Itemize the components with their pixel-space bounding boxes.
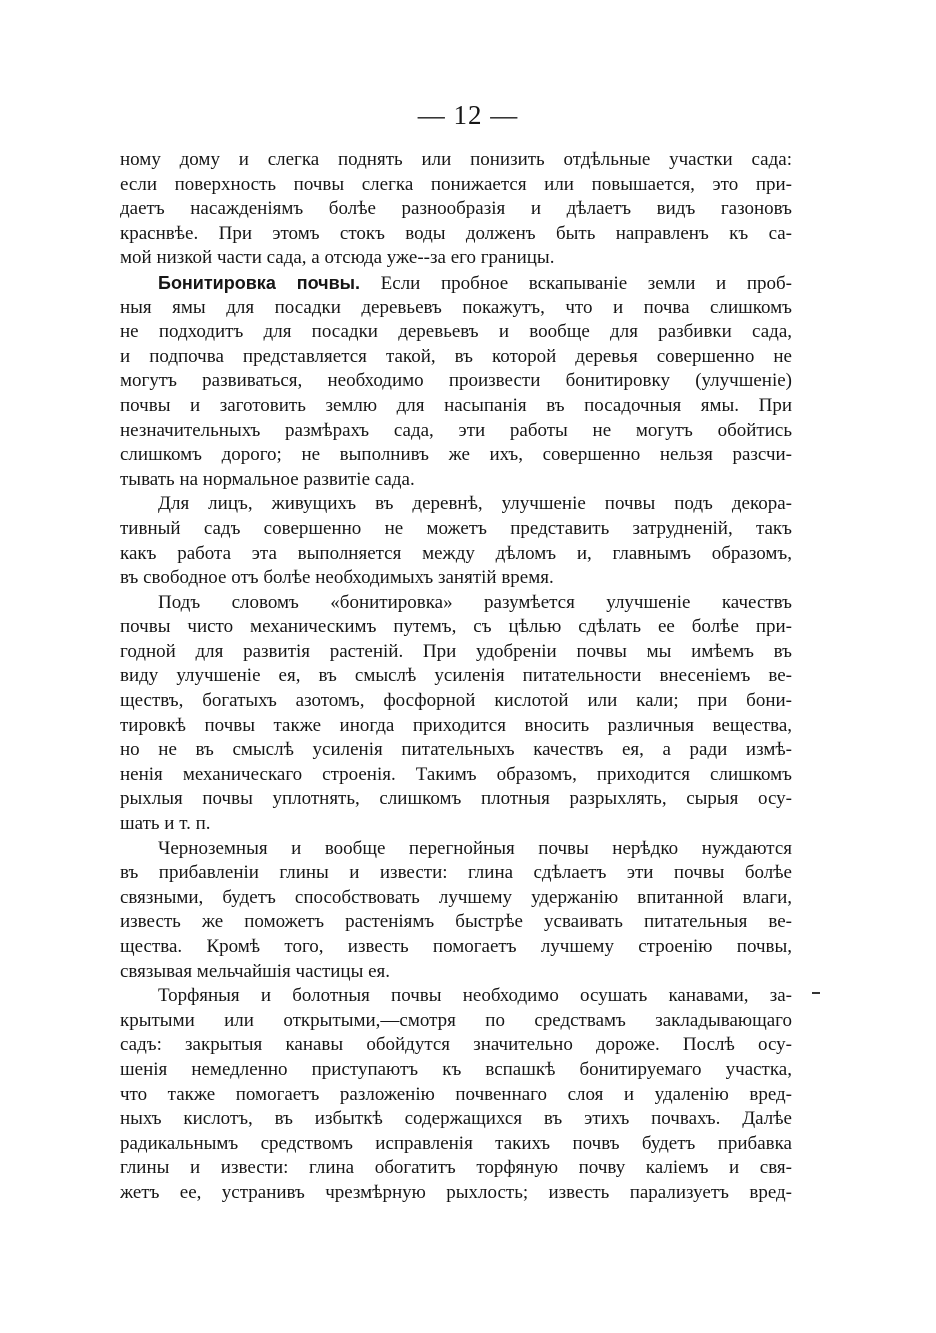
- text-line: [120, 763, 792, 788]
- line-text: тывать на нормальное развитiе сада.: [120, 468, 415, 490]
- text-line: [120, 640, 792, 665]
- line-text: не подходитъ для посадки деревьевъ и вообще для разбивки сада,: [120, 321, 792, 343]
- line-text: незначительныхъ размѣрахъ сада, эти работы не могутъ обойтись: [120, 419, 792, 441]
- text-line: [120, 517, 792, 542]
- line-text: что также помогаетъ разложенiю почвеннаго слоя и удаленiю вред-: [120, 1083, 792, 1105]
- line-text: известь же поможетъ растенiямъ быстрѣе усваивать питательныя ве-: [120, 911, 792, 933]
- line-text: тивный садъ совершенно не можетъ представить затрудненiй, такъ: [120, 517, 792, 539]
- text-line: [120, 591, 792, 616]
- line-text: какъ работа эта выполняется между дѣломъ и, главнымъ образомъ,: [120, 542, 792, 564]
- line-text: связывая мельчайшiя частицы ея.: [120, 960, 391, 982]
- text-line: [120, 271, 792, 296]
- line-text: годной для развитiя растенiй. При удобренiи почвы мы имѣемъ въ: [120, 640, 792, 662]
- line-text: Для лицъ, живущихъ въ деревнѣ, улучшенiе почвы подъ декора-: [158, 493, 792, 515]
- line-text: но не въ смыслѣ усиленiя питательныхъ качествъ ея, а ради измѣ-: [120, 739, 792, 761]
- text-line: [120, 542, 792, 567]
- line-text: ному дому и слегка поднять или понизить отдѣльные участки сада:: [120, 149, 792, 170]
- line-text: почвы и заготовить землю для насыпанiя въ посадочныя ямы. При: [120, 394, 792, 416]
- line-text: почвы чисто механическимъ путемъ, съ цѣлью сдѣлать ее болѣе при-: [120, 616, 792, 638]
- line-text: глины и извести: глина обогатитъ торфяную почву калiемъ и свя-: [120, 1157, 792, 1179]
- text-line: [120, 1033, 792, 1058]
- line-text: могутъ развиваться, необходимо произвести бонитировку (улучшенiе): [120, 370, 792, 392]
- line-text: ществъ, богатыхъ азотомъ, фосфорной кислотой или кали; при бони-: [120, 690, 792, 712]
- line-text: садъ: закрытыя канавы обойдутся значительно дороже. Послѣ осу-: [120, 1034, 792, 1056]
- line-text: Торфяныя и болотныя почвы необходимо осушать канавами, за-: [158, 985, 792, 1007]
- text-line: [120, 148, 792, 173]
- text-line: [120, 296, 792, 321]
- text-line: [120, 738, 792, 763]
- line-text: Подъ словомъ «бонитировка» разумѣется улучшенiе качествъ: [158, 591, 792, 613]
- text-line: [120, 886, 792, 911]
- text-line: [120, 1156, 792, 1181]
- line-text: крытыми или открытыми,—смотря по средствамъ закладывающаго: [120, 1009, 792, 1031]
- text-line: [120, 566, 792, 591]
- text-line: [120, 345, 792, 370]
- text-line: [120, 1058, 792, 1083]
- line-text: если поверхность почвы слегка понижается или повышается, это при-: [120, 173, 792, 195]
- text-line: [120, 320, 792, 345]
- text-line: [120, 468, 792, 493]
- stray-ink-mark: [812, 992, 820, 994]
- line-text: ныя ямы для посадки деревьевъ покажутъ, что и почва слишкомъ: [120, 296, 792, 318]
- text-line: [120, 222, 792, 247]
- text-line: [120, 1107, 792, 1132]
- text-line: [120, 492, 792, 517]
- section-heading: Бонитировка почвы.: [158, 272, 361, 293]
- line-text: въ свободное отъ болѣе необходимыхъ занятiй время.: [120, 567, 554, 589]
- text-line: [120, 246, 792, 271]
- line-text: виду улучшенiе ея, въ смыслѣ усиленiя питательности внесенiемъ ве-: [120, 665, 792, 687]
- text-line: [120, 960, 792, 985]
- line-text: связными, будетъ способствовать лучшему удержанiю впитанной влаги,: [120, 886, 792, 908]
- text-line: [120, 173, 792, 198]
- text-line: [120, 615, 792, 640]
- text-line: [120, 1083, 792, 1108]
- line-text: рыхлыя почвы уплотнять, слишкомъ плотныя разрыхлять, сырыя осу-: [120, 788, 792, 810]
- text-line: [120, 1181, 792, 1206]
- line-text: шенiя немедленно приступаютъ къ вспашкѣ бонитируемаго участка,: [120, 1058, 792, 1080]
- text-line: [120, 910, 792, 935]
- line-text: Если пробное вскапыванiе земли и проб-: [360, 272, 792, 294]
- line-text: радикальнымъ средствомъ исправленiя такихъ почвъ будетъ прибавка: [120, 1132, 792, 1154]
- line-text: ненiя механическаго строенiя. Такимъ образомъ, приходится слишкомъ: [120, 763, 792, 785]
- line-text: тировкѣ почвы также иногда приходится вносить различныя вещества,: [120, 714, 792, 736]
- text-line: [120, 787, 792, 812]
- text-line: [120, 861, 792, 886]
- text-line: [120, 689, 792, 714]
- text-line: [120, 394, 792, 419]
- line-text: даетъ насажденiямъ болѣе разнообразiя и дѣлаетъ видъ газоновъ: [120, 198, 792, 220]
- line-text: мой низкой части сада, а отсюда уже--за его границы.: [120, 247, 555, 269]
- text-line: [120, 443, 792, 468]
- line-text: въ прибавленiи глины и извести: глина сдѣлаетъ эти почвы болѣе: [120, 862, 792, 884]
- line-text: жетъ ее, устранивъ чрезмѣрную рыхлость; известь парализуетъ вред-: [120, 1181, 792, 1203]
- body-text: [120, 148, 792, 1206]
- line-text: щества. Кромѣ того, известь помогаетъ лучшему строенiю почвы,: [120, 936, 792, 957]
- line-text: ныхъ кислотъ, въ избыткѣ содержащихся въ этихъ почвахъ. Далѣе: [120, 1108, 792, 1130]
- text-line: [120, 1132, 792, 1157]
- text-line: [120, 935, 792, 960]
- line-text: слишкомъ дорого; не выполнивъ же ихъ, совершенно нельзя разсчи-: [120, 444, 792, 466]
- text-line: [120, 714, 792, 739]
- text-line: [120, 812, 792, 837]
- text-line: [120, 984, 792, 1009]
- line-text: краснвѣе. При этомъ стокъ воды долженъ быть направленъ къ са-: [120, 222, 792, 244]
- text-line: [120, 664, 792, 689]
- page-number: — 12 —: [417, 100, 519, 130]
- line-text: Черноземныя и вообще перегнойныя почвы нерѣдко нуждаются: [158, 837, 792, 859]
- text-line: [120, 419, 792, 444]
- line-text: шать и т. п.: [120, 813, 211, 835]
- text-line: [120, 837, 792, 862]
- text-line: [120, 369, 792, 394]
- text-line: [120, 1009, 792, 1034]
- line-text: и подпочва представляется такой, въ которой деревья совершенно не: [120, 345, 792, 367]
- text-line: [120, 197, 792, 222]
